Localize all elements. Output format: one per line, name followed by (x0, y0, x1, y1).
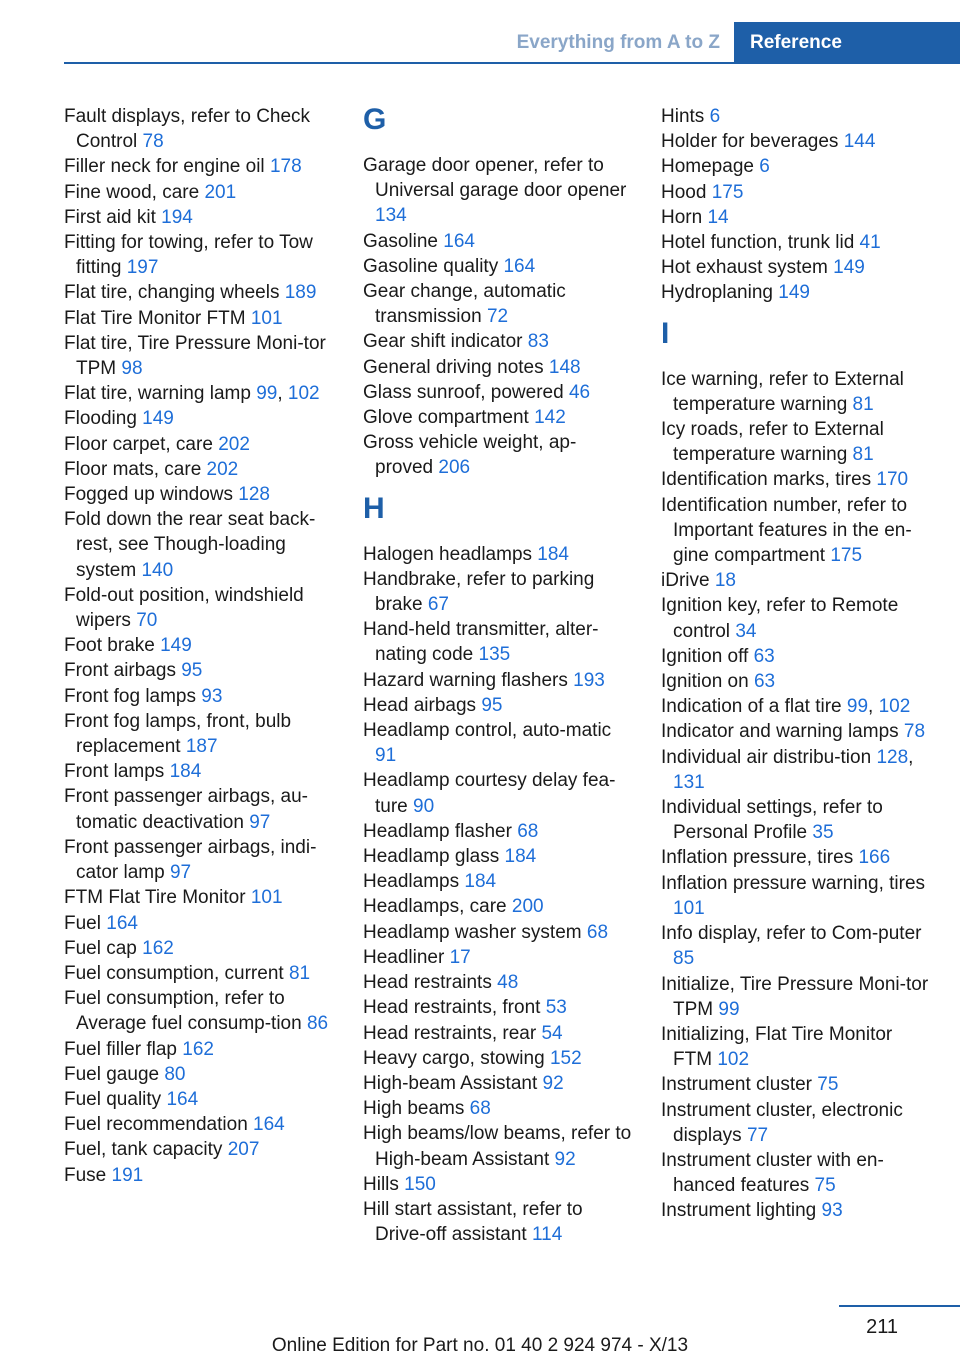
index-entry-text: Horn (661, 206, 703, 228)
index-letter-heading: H (363, 491, 385, 525)
page-reference-link[interactable]: 101 (673, 897, 705, 919)
index-entry-text: Instrument cluster (661, 1074, 812, 1096)
index-entry (363, 1197, 633, 1247)
index-entry-text: First aid kit (64, 206, 156, 228)
index-entry (661, 1022, 931, 1072)
index-entry (661, 1148, 931, 1198)
page-reference-link[interactable]: 134 (375, 205, 407, 227)
page-reference-link[interactable]: 81 (852, 444, 874, 466)
index-entry (661, 644, 931, 669)
index-entry-text: Ignition key, refer to Remote control (661, 595, 899, 642)
page-reference-link[interactable]: 91 (375, 745, 397, 767)
page-reference-link[interactable]: 93 (201, 685, 223, 707)
page-reference-link[interactable]: 149 (778, 282, 810, 304)
index-entry (64, 280, 334, 305)
index-entry-text: Fine wood, care (64, 181, 200, 203)
page-reference-link[interactable]: 54 (541, 1022, 563, 1044)
page-reference-link[interactable]: 193 (573, 669, 605, 691)
index-entry-text: Front passenger airbags, au‐tomatic deactivation (64, 786, 308, 833)
index-entry (661, 467, 931, 492)
page-reference-link[interactable]: 17 (449, 946, 471, 968)
index-entry-text: Headlamp washer system (363, 921, 582, 943)
index-entry (64, 835, 334, 885)
index-entry-text: Garage door opener, refer to Universal garage door opener (363, 155, 627, 202)
index-entry-text: High beams/low beams, refer to High-beam Assistant (363, 1123, 632, 1170)
index-entry (661, 493, 931, 569)
index-entry (64, 1163, 334, 1188)
page-number: 211 (866, 1316, 898, 1338)
page-reference-link[interactable]: 92 (554, 1148, 576, 1170)
index-entry-text: Head restraints, rear (363, 1022, 537, 1044)
index-entry (363, 1021, 633, 1046)
index-entry (64, 104, 334, 154)
page-reference-link[interactable]: 194 (161, 206, 193, 228)
index-entry-text: Front airbags (64, 660, 176, 682)
index-entry (363, 869, 633, 894)
page-reference-link[interactable]: 114 (531, 1224, 563, 1246)
index-entry-text: Fuse (64, 1164, 107, 1186)
index-entry-text: Gasoline (363, 230, 438, 252)
page-reference-link[interactable]: 102 (717, 1049, 750, 1071)
index-entry (363, 894, 633, 919)
index-entry (661, 205, 931, 230)
index-entry-text: Flooding (64, 408, 137, 430)
page-reference-link[interactable]: 201 (204, 181, 237, 203)
index-entry-text: Initializing, Flat Tire Monitor FTM (661, 1023, 893, 1071)
index-entry-text: Instrument cluster with en‐hanced features (661, 1149, 884, 1197)
page-reference-link[interactable]: 128 (238, 484, 270, 506)
page-reference-link[interactable]: 102 (287, 383, 320, 405)
index-entry-text: Fogged up windows (64, 484, 233, 506)
index-entry (363, 1046, 633, 1071)
page-reference-link[interactable]: 170 (876, 469, 909, 491)
index-entry-text: Headlamps (363, 871, 460, 893)
page-reference-link[interactable]: 175 (711, 181, 744, 203)
index-entry (64, 986, 334, 1036)
page-reference-link[interactable]: 63 (753, 671, 776, 693)
page-reference-link[interactable]: 131 (673, 771, 705, 793)
index-entry (661, 1072, 931, 1097)
index-entry (64, 885, 334, 910)
page-reference-link[interactable]: 202 (206, 458, 239, 480)
index-entry (661, 417, 931, 467)
page-reference-link[interactable]: 83 (527, 331, 549, 353)
index-entry-text: Floor mats, care (64, 458, 202, 480)
index-entry (64, 911, 334, 936)
page-reference-link[interactable]: 98 (121, 358, 143, 380)
index-entry-text: Fuel consumption, current (64, 962, 284, 984)
index-entry-text: Glove compartment (363, 407, 529, 429)
page-reference-link[interactable]: 81 (288, 962, 311, 984)
page-reference-link[interactable]: 68 (586, 921, 609, 943)
page-reference-link[interactable]: 78 (903, 721, 926, 743)
index-entry (363, 355, 633, 380)
index-entry-text: Headlamp flasher (363, 820, 512, 842)
chapter-tab: Reference (734, 22, 960, 62)
page-reference-link[interactable]: 75 (814, 1175, 836, 1197)
page-reference-link[interactable]: 189 (284, 282, 317, 304)
index-entry-text: Gross vehicle weight, ap‐proved (363, 432, 577, 479)
page-reference-link[interactable]: 68 (469, 1098, 491, 1120)
index-entry: Indication of a flat tire 99, 102 (661, 696, 911, 718)
index-entry (661, 255, 931, 280)
page-reference-link[interactable]: 149 (142, 408, 174, 430)
index-entry (64, 583, 334, 633)
index-entry (363, 970, 633, 995)
index-entry (64, 507, 334, 583)
index-entry-text: Identification number, refer to Important features in the en‐gine compartment (661, 494, 912, 567)
page-reference-link[interactable]: 200 (511, 896, 544, 918)
index-entry-text: Gear change, automatic transmission (363, 281, 566, 328)
index-entry (661, 593, 931, 643)
page-reference-link[interactable]: 70 (136, 610, 158, 632)
index-entry (64, 230, 334, 280)
page-reference-link[interactable]: 93 (821, 1200, 843, 1222)
index-entry (64, 482, 334, 507)
index-entry-text: Front passenger airbags, indi‐cator lamp (64, 836, 317, 884)
index-entry (363, 617, 633, 667)
index-entry (661, 154, 931, 179)
footer-divider (839, 1305, 960, 1307)
index-entry (64, 180, 334, 205)
index-entry (363, 567, 633, 617)
index-entry-text: Front fog lamps, front, bulb replacement (64, 710, 292, 758)
index-entry-text: Fitting for towing, refer to Tow fitting (64, 232, 313, 279)
index-entry (363, 1071, 633, 1096)
page-reference-link[interactable]: 86 (306, 1013, 329, 1035)
index-entry-text: Icy roads, refer to External temperature warning (661, 419, 884, 466)
page-reference-link[interactable]: 101 (250, 887, 283, 909)
page-reference-link[interactable]: 149 (160, 635, 192, 657)
section-title: Everything from A to Z (516, 32, 720, 53)
index-entry (661, 129, 931, 154)
index-entry-text: Hotel function, trunk lid (661, 232, 855, 254)
index-entry-text: Gasoline quality (363, 255, 499, 277)
index-entry-text: Headlamps, care (363, 896, 507, 918)
index-entry-text: Halogen headlamps (363, 543, 533, 565)
page-reference-link[interactable]: 164 (253, 1114, 285, 1136)
index-entry (64, 331, 334, 381)
index-entry (661, 972, 931, 1022)
index-entry-text: Initialize, Tire Pressure Moni‐tor TPM (661, 973, 929, 1020)
index-entry-text: Fold-out position, windshield wipers (64, 584, 304, 632)
index-entry (64, 457, 334, 482)
index-entry-text: Head airbags (363, 694, 477, 716)
index-entry (64, 759, 334, 784)
page-reference-link[interactable]: 53 (545, 997, 567, 1019)
index-entry-text: Fuel consumption, refer to Average fuel consump‐tion (64, 988, 302, 1035)
index-entry (363, 995, 633, 1020)
index-entry (363, 279, 633, 329)
index-entry-text: Headlamp courtesy delay fea‐ture (363, 770, 616, 817)
index-entry-text: Ignition off (661, 645, 749, 667)
index-entry-text: Hills (363, 1173, 399, 1195)
index-entry (64, 154, 334, 179)
index-entry (363, 542, 633, 567)
index-entry (363, 718, 633, 768)
index-entry-text: Individual air distribu‐tion (661, 746, 872, 768)
page-reference-link[interactable]: 18 (714, 570, 736, 592)
index-entry (363, 945, 633, 970)
page-reference-link[interactable]: 77 (746, 1124, 769, 1146)
page-reference-link[interactable]: 164 (166, 1088, 199, 1110)
page-reference-link[interactable]: 184 (169, 761, 202, 783)
index-entry-text: General driving notes (363, 356, 544, 378)
index-entry-text: Instrument cluster, electronic displays (661, 1099, 903, 1146)
index-entry (661, 1198, 931, 1223)
index-entry (661, 104, 931, 129)
index-entry-text: Headlamp control, auto‐matic (363, 720, 612, 742)
index-entry-text: iDrive (661, 570, 710, 592)
index-entry (661, 230, 931, 255)
index-entry (363, 693, 633, 718)
index-entry-text: Inflation pressure warning, tires (661, 872, 926, 894)
page-reference-link[interactable]: 142 (534, 407, 566, 429)
page-reference-link[interactable]: 41 (859, 232, 881, 254)
page-reference-link[interactable]: 148 (548, 356, 581, 378)
index-entry-text: Hand-held transmitter, alter‐nating code (363, 619, 599, 666)
index-entry (363, 668, 633, 693)
index-entry-text: Flat tire, warning lamp (64, 383, 251, 405)
page-reference-link[interactable]: 95 (181, 660, 203, 682)
page-reference-link[interactable]: 6 (759, 156, 770, 178)
index-entry-text: Filler neck for engine oil (64, 156, 265, 178)
page-reference-link[interactable]: 68 (517, 820, 539, 842)
index-column-3 (661, 104, 931, 1224)
index-entry-text: Front fog lamps (64, 685, 196, 707)
index-entry (363, 229, 633, 254)
page-reference-link[interactable]: 149 (833, 257, 865, 279)
page-reference-link[interactable]: 187 (185, 736, 218, 758)
index-entry-text: Homepage (661, 156, 754, 178)
page-reference-link[interactable]: 99 (256, 383, 278, 405)
index-entry: Flat tire, warning lamp 99, 102 (64, 383, 320, 405)
page-reference-link[interactable]: 150 (404, 1173, 436, 1195)
page-reference-link[interactable]: 72 (486, 306, 509, 328)
page-reference-link[interactable]: 162 (142, 937, 174, 959)
page-reference-link[interactable]: 90 (413, 795, 435, 817)
index-entry-text: Inflation pressure, tires (661, 847, 854, 869)
index-entry-text: Fuel quality (64, 1088, 162, 1110)
index-column-1 (64, 104, 334, 1188)
index-entry-text: Indicator and warning lamps (661, 721, 899, 743)
page-reference-link[interactable]: 178 (269, 156, 302, 178)
index-entry-text: Head restraints (363, 972, 492, 994)
page-reference-link[interactable]: 92 (542, 1072, 564, 1094)
index-entry (363, 1172, 633, 1197)
index-entry: Individual air distribu‐tion 128, 131 (661, 746, 914, 793)
index-entry (64, 633, 334, 658)
index-entry-text: Hydroplaning (661, 282, 773, 304)
index-entry-text: Hood (661, 181, 707, 203)
index-entry-text: Gear shift indicator (363, 331, 523, 353)
index-entry (64, 784, 334, 834)
index-entry-text: Identification marks, tires (661, 469, 872, 491)
page-reference-link[interactable]: 164 (106, 912, 138, 934)
index-entry-text: Fault displays, refer to Check Control (64, 106, 311, 153)
index-entry-text: Flat tire, changing wheels (64, 282, 280, 304)
index-entry (64, 936, 334, 961)
page-reference-link[interactable]: 202 (218, 433, 250, 455)
page-reference-link[interactable]: 101 (250, 307, 283, 329)
index-entry-text: Flat Tire Monitor FTM (64, 307, 246, 329)
index-entry (661, 795, 931, 845)
index-entry-text: Instrument lighting (661, 1200, 817, 1222)
index-entry-text: Headliner (363, 946, 445, 968)
page-reference-link[interactable]: 166 (858, 847, 891, 869)
page-reference-link[interactable]: 144 (843, 131, 876, 153)
index-entry-text: Headlamp glass (363, 846, 500, 868)
page-reference-link[interactable]: 175 (830, 545, 863, 567)
page-reference-link[interactable]: 48 (497, 972, 519, 994)
index-entry (363, 329, 633, 354)
index-entry-text: Fuel cap (64, 937, 137, 959)
index-entry (661, 280, 931, 305)
index-entry-text: Info display, refer to Com‐puter (661, 923, 922, 945)
index-entry (64, 709, 334, 759)
page-reference-link[interactable]: 34 (735, 620, 757, 642)
page-reference-link[interactable]: 97 (249, 811, 271, 833)
index-entry-text: Indication of a flat tire (661, 696, 842, 718)
page-reference-link[interactable]: 99 (846, 696, 869, 718)
page-reference-link[interactable]: 99 (718, 998, 740, 1020)
page-reference-link[interactable]: 135 (478, 644, 511, 666)
index-entry (64, 406, 334, 431)
page-reference-link[interactable]: 162 (182, 1038, 214, 1060)
index-entry (363, 1121, 633, 1171)
index-entry (64, 432, 334, 457)
page-reference-link[interactable]: 63 (753, 645, 775, 667)
page-reference-link[interactable]: 85 (673, 948, 695, 970)
index-entry (64, 205, 334, 230)
page-reference-link[interactable]: 95 (481, 694, 503, 716)
index-entry (661, 871, 931, 921)
index-entry-text: Individual settings, refer to Personal Profile (661, 797, 883, 844)
page-reference-link[interactable]: 128 (876, 746, 909, 768)
index-column-2 (363, 104, 633, 1247)
page-reference-link[interactable]: 81 (852, 393, 874, 415)
index-entry (661, 669, 931, 694)
page-reference-link[interactable]: 35 (812, 822, 834, 844)
page-reference-link[interactable]: 97 (169, 862, 192, 884)
index-entry-text: Hints (661, 106, 705, 127)
page-reference-link[interactable]: 14 (707, 206, 729, 228)
page-reference-link[interactable]: 206 (438, 457, 471, 479)
index-entry-text: Ice warning, refer to External temperature warning (661, 368, 904, 415)
index-entry-text: Glass sunroof, powered (363, 381, 564, 403)
page-reference-link[interactable]: 191 (111, 1164, 144, 1186)
index-entry (363, 405, 633, 430)
index-entry-text: Head restraints, front (363, 997, 541, 1019)
index-entry (661, 1098, 931, 1148)
index-entry (363, 844, 633, 869)
index-letter-heading: G (363, 103, 387, 136)
page-reference-link[interactable]: 184 (537, 543, 569, 565)
index-entry-text: Handbrake, refer to parking brake (363, 568, 595, 616)
page-reference-link[interactable]: 6 (709, 106, 721, 127)
index-entry-text: Front lamps (64, 761, 165, 783)
page-reference-link[interactable]: 164 (443, 230, 475, 252)
page-reference-link[interactable]: 184 (504, 846, 537, 868)
index-entry (64, 1037, 334, 1062)
index-entry-text: Holder for beverages (661, 131, 839, 153)
header-divider (64, 62, 960, 64)
page-reference-link[interactable]: 164 (503, 255, 536, 277)
index-entry-text: Floor carpet, care (64, 433, 213, 455)
index-entry (64, 684, 334, 709)
index-entry (64, 1137, 334, 1162)
page-reference-link[interactable]: 152 (549, 1047, 582, 1069)
index-entry-text: Fuel gauge (64, 1063, 160, 1085)
edition-note: Online Edition for Part no. 01 40 2 924 974 - X/13 (271, 1335, 689, 1356)
index-entry (363, 430, 633, 480)
page-reference-link[interactable]: 67 (427, 594, 449, 616)
index-entry (363, 819, 633, 844)
index-entry (363, 1096, 633, 1121)
index-entry-text: Foot brake (64, 635, 155, 657)
index-entry (64, 306, 334, 331)
page-reference-link[interactable]: 140 (141, 559, 174, 581)
index-entry (661, 921, 931, 971)
index-entry-text: Hazard warning flashers (363, 669, 568, 691)
index-entry (64, 1062, 334, 1087)
index-entry-text: FTM Flat Tire Monitor (64, 887, 246, 909)
index-entry-text: High beams (363, 1098, 465, 1120)
index-entry (363, 380, 633, 405)
index-entry (64, 961, 334, 986)
page-reference-link[interactable]: 102 (878, 696, 911, 718)
index-entry (64, 658, 334, 683)
index-entry-text: Hot exhaust system (661, 257, 828, 279)
page-reference-link[interactable]: 78 (142, 131, 164, 153)
index-entry (661, 845, 931, 870)
page-reference-link[interactable]: 75 (817, 1074, 839, 1096)
index-entry-text: Fuel recommendation (64, 1114, 248, 1136)
index-entry-text: Heavy cargo, stowing (363, 1047, 545, 1069)
index-entry (661, 568, 931, 593)
index-entry-text: Fuel filler flap (64, 1038, 177, 1060)
index-entry-text: Hill start assistant, refer to Drive-off assistant (363, 1198, 583, 1246)
index-entry-text: Flat tire, Tire Pressure Moni‐tor TPM (64, 332, 326, 380)
page-reference-link[interactable]: 80 (164, 1063, 186, 1085)
index-letter-heading: I (661, 316, 670, 350)
page-reference-link[interactable]: 207 (227, 1139, 260, 1161)
index-entry (661, 180, 931, 205)
index-entry (64, 1087, 334, 1112)
page-reference-link[interactable]: 46 (568, 381, 591, 403)
index-entry (363, 254, 633, 279)
index-entry-text: High-beam Assistant (363, 1072, 538, 1094)
index-entry-text: Ignition on (661, 671, 749, 693)
index-entry-text: Fold down the rear seat back‐rest, see Though-loading system (64, 509, 316, 581)
index-entry (64, 1112, 334, 1137)
index-entry (363, 768, 633, 818)
index-entry (363, 153, 633, 229)
index-entry (661, 367, 931, 417)
index-entry-text: Fuel, tank capacity (64, 1139, 223, 1161)
index-entry-text: Fuel (64, 912, 101, 934)
page-reference-link[interactable]: 184 (464, 871, 497, 893)
page-reference-link[interactable]: 197 (126, 257, 159, 279)
index-entry (363, 920, 633, 945)
index-entry (661, 719, 931, 744)
